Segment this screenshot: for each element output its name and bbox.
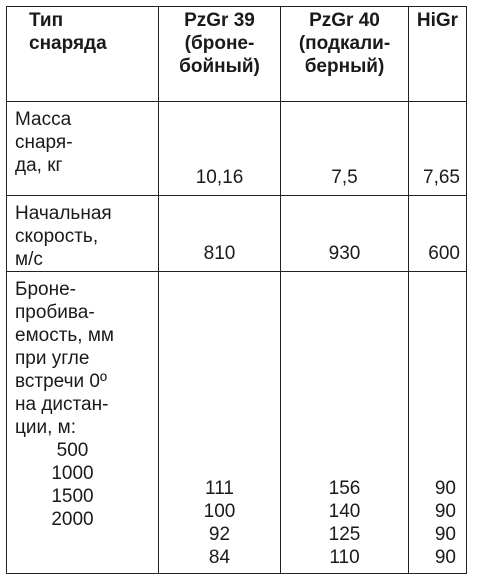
cell-value — [159, 196, 281, 272]
cell-value — [281, 102, 409, 196]
value-text: 600 — [428, 243, 460, 264]
cell-values-pzgr39 — [159, 272, 281, 574]
row-label — [7, 272, 159, 574]
label-text: ции, м: — [15, 417, 77, 438]
header-text: (броне- — [184, 33, 255, 54]
distance-value: 1000 — [51, 463, 94, 484]
cell-value — [409, 102, 467, 196]
header-text: снаряда — [29, 33, 107, 54]
header-text: PzGr 39 — [184, 10, 255, 31]
cell-value — [159, 102, 281, 196]
label-text: да, кг — [15, 155, 63, 176]
header-pzgr40 — [281, 7, 409, 102]
row-label — [7, 102, 159, 196]
label-text: при угле — [15, 348, 90, 369]
value-text: 90 — [434, 478, 456, 499]
table-row-mass — [7, 102, 467, 196]
header-text: берный) — [304, 56, 385, 77]
label-text: Масса — [15, 109, 72, 130]
label-text: встречи 0º — [15, 371, 107, 392]
header-text: PzGr 40 — [309, 10, 380, 31]
value-text: 111 — [205, 478, 234, 499]
value-text: 90 — [434, 501, 456, 522]
value-text: 90 — [434, 524, 456, 545]
value-text: 110 — [329, 547, 360, 568]
value-text: 930 — [328, 243, 361, 264]
header-text: Тип — [29, 10, 64, 31]
value-text: 10,16 — [195, 167, 244, 188]
distance-value: 500 — [56, 440, 89, 461]
row-label — [7, 196, 159, 272]
value-text: 100 — [203, 501, 236, 522]
header-shell-type — [7, 7, 159, 102]
distance-value: 2000 — [51, 509, 94, 530]
label-text: пробива- — [15, 302, 95, 323]
value-text: 92 — [208, 524, 231, 545]
value-text: 810 — [203, 243, 236, 264]
cell-values-pzgr40 — [281, 272, 409, 574]
table-row-speed — [7, 196, 467, 272]
value-text: 140 — [328, 501, 361, 522]
header-higr — [409, 7, 467, 102]
distance-value: 1500 — [51, 486, 94, 507]
label-text: емость, мм — [15, 325, 114, 346]
value-text: 84 — [208, 547, 231, 568]
value-text: 7,65 — [423, 167, 460, 188]
cell-values-higr — [409, 272, 467, 574]
table-row-penetration — [7, 272, 467, 574]
label-text: Броне- — [15, 279, 76, 300]
value-text: 7,5 — [331, 167, 358, 188]
header-text: бойный) — [179, 56, 260, 77]
cell-value — [281, 196, 409, 272]
value-text: 125 — [328, 524, 361, 545]
value-text: 156 — [328, 478, 361, 499]
header-row — [7, 7, 467, 102]
header-text: (подкали- — [298, 33, 391, 54]
label-text: скорость, — [15, 226, 99, 247]
label-text: м/с — [15, 249, 43, 270]
label-text: снаря- — [15, 132, 73, 153]
label-text: Начальная — [15, 203, 112, 224]
label-text: на дистан- — [15, 394, 109, 415]
header-pzgr39 — [159, 7, 281, 102]
header-text: HiGr — [416, 10, 459, 31]
value-text: 90 — [434, 547, 456, 568]
shell-specs-table — [6, 6, 466, 568]
cell-value — [409, 196, 467, 272]
